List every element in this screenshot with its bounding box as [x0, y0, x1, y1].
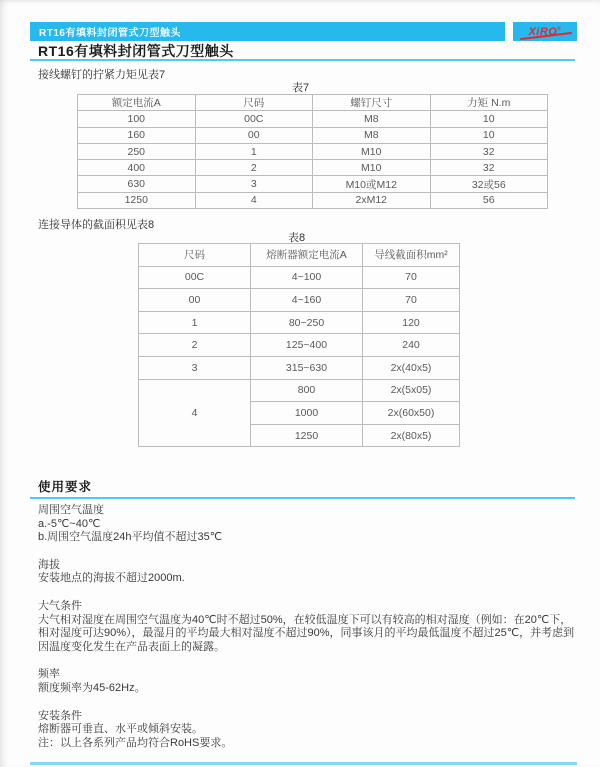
table7-header-cell: 力矩 N.m: [430, 95, 548, 111]
table8-header-row: [139, 244, 460, 267]
section-atmosphere: [38, 600, 576, 654]
usage-heading: 使用要求: [38, 480, 93, 494]
section-installation: [38, 710, 576, 751]
table-cell: 56: [430, 192, 548, 208]
section-title: 安装条件: [38, 709, 82, 722]
table-cell: 2xM12: [313, 192, 431, 208]
table-cell: 2x(5x05): [363, 379, 460, 402]
header-bar-gap: [505, 22, 513, 41]
page-title: RT16有填料封闭管式刀型触头: [38, 43, 234, 59]
section-line: 额度频率为45-62Hz。: [38, 681, 146, 694]
brand-logo: [513, 22, 577, 41]
table8-header-cell: 熔断器额定电流A: [251, 244, 363, 267]
table8: [138, 243, 460, 447]
section-title: 周围空气温度: [38, 504, 104, 516]
table-cell: 00: [139, 289, 251, 312]
registered-mark: ®: [557, 25, 562, 32]
table8-caption: 表8: [288, 232, 306, 244]
table7-header-cell: 螺钉尺寸: [313, 95, 431, 111]
table-row: [78, 160, 548, 176]
table-cell: 100: [78, 111, 196, 127]
table7: [77, 94, 548, 209]
section-line: 熔断器可垂直、水平或倾斜安装。: [38, 723, 203, 736]
table-cell: 32: [430, 160, 548, 176]
table8-header-cell: 尺码: [139, 244, 251, 267]
table8-intro: 连接导体的截面积见表8: [38, 219, 155, 231]
table-cell: 1: [195, 143, 313, 159]
section-ambient-temperature: [38, 504, 576, 545]
section-line: b.周围空气温度24h平均值不超过35℃: [38, 531, 223, 544]
table-cell: M10: [313, 143, 431, 159]
table-row: [78, 143, 548, 159]
table-cell: 120: [363, 311, 460, 334]
table-cell: 00C: [195, 111, 313, 127]
section-altitude: [38, 559, 576, 586]
table7-intro: 接线螺钉的拧紧力矩见表7: [38, 69, 166, 81]
table-cell: 315~630: [251, 356, 363, 379]
section-frequency: [38, 668, 576, 695]
table-cell: 1250: [78, 192, 196, 208]
section-line: 安装地点的海拔不超过2000m.: [38, 572, 185, 585]
table-row: [139, 289, 460, 312]
header-bar-title: RT16有填料封闭管式刀型触头: [30, 22, 505, 41]
table-cell: 630: [78, 176, 196, 192]
table-cell: 400: [78, 160, 196, 176]
table-cell-merged: 4: [139, 379, 251, 447]
table-row: [78, 111, 548, 127]
section-line: 大气相对湿度在周围空气温度为40℃时不超过50%，在较低温度下可以有较高的相对湿度（例如：在20℃下，相对湿度可达90%），最湿月的平均最大相对湿度不超过90%，同事该月的平均最低温度不超过25℃，并考虑到因温度变化发生在产品表面上的凝露。: [38, 613, 575, 653]
section-title: 海拔: [38, 558, 60, 571]
table-cell: 125~400: [251, 334, 363, 357]
table-cell: 1250: [251, 424, 363, 447]
table-row: [139, 311, 460, 334]
table-cell: 1000: [251, 402, 363, 425]
table-cell: 32或56: [430, 176, 548, 192]
table7-caption: 表7: [292, 82, 310, 94]
table7-header-row: [78, 95, 548, 111]
table-row: [139, 334, 460, 357]
table-cell: M10: [313, 160, 431, 176]
table7-header-cell: 额定电流A: [78, 95, 196, 111]
usage-underline: [30, 497, 575, 499]
table-cell: 1: [139, 311, 251, 334]
table-cell: M10或M12: [313, 176, 431, 192]
usage-body: [38, 504, 576, 764]
footer-accent-bar: [30, 762, 577, 765]
table-row: [78, 176, 548, 192]
section-title: 频率: [38, 668, 60, 681]
table-cell: 2: [139, 334, 251, 357]
table-cell: 3: [195, 176, 313, 192]
table-cell: 10: [430, 111, 548, 127]
table-cell: 70: [363, 289, 460, 312]
table-cell: 800: [251, 379, 363, 402]
table-cell: 00C: [139, 266, 251, 289]
table-cell: M8: [313, 127, 431, 143]
table-cell: 10: [430, 127, 548, 143]
table-cell: 240: [363, 334, 460, 357]
table-cell: M8: [313, 111, 431, 127]
brand-logo-text: XiRO®: [528, 25, 562, 38]
table-cell: 4: [195, 192, 313, 208]
section-title: 大气条件: [38, 599, 82, 612]
table-cell: 2x(60x50): [363, 402, 460, 425]
title-underline: [30, 59, 575, 61]
table-cell: 3: [139, 356, 251, 379]
table-cell: 160: [78, 127, 196, 143]
header-bar: [30, 22, 577, 41]
table-cell: 80~250: [251, 311, 363, 334]
table-row: [78, 192, 548, 208]
table-row: [78, 127, 548, 143]
section-line: a.-5℃~40℃: [38, 517, 101, 530]
section-line: 注：以上各系列产品均符合RoHS要求。: [38, 736, 233, 749]
table-cell: 32: [430, 143, 548, 159]
table-cell: 4~160: [251, 289, 363, 312]
table-cell: 2x(80x5): [363, 424, 460, 447]
table-cell: 4~100: [251, 266, 363, 289]
table-cell: 00: [195, 127, 313, 143]
table-cell: 70: [363, 266, 460, 289]
table-row: [139, 266, 460, 289]
table-row: [139, 379, 460, 402]
table-cell: 2x(40x5): [363, 356, 460, 379]
table-row: [139, 356, 460, 379]
table7-header-cell: 尺码: [195, 95, 313, 111]
table-cell: 2: [195, 160, 313, 176]
table8-header-cell: 导线截面积mm²: [363, 244, 460, 267]
table-cell: 250: [78, 143, 196, 159]
